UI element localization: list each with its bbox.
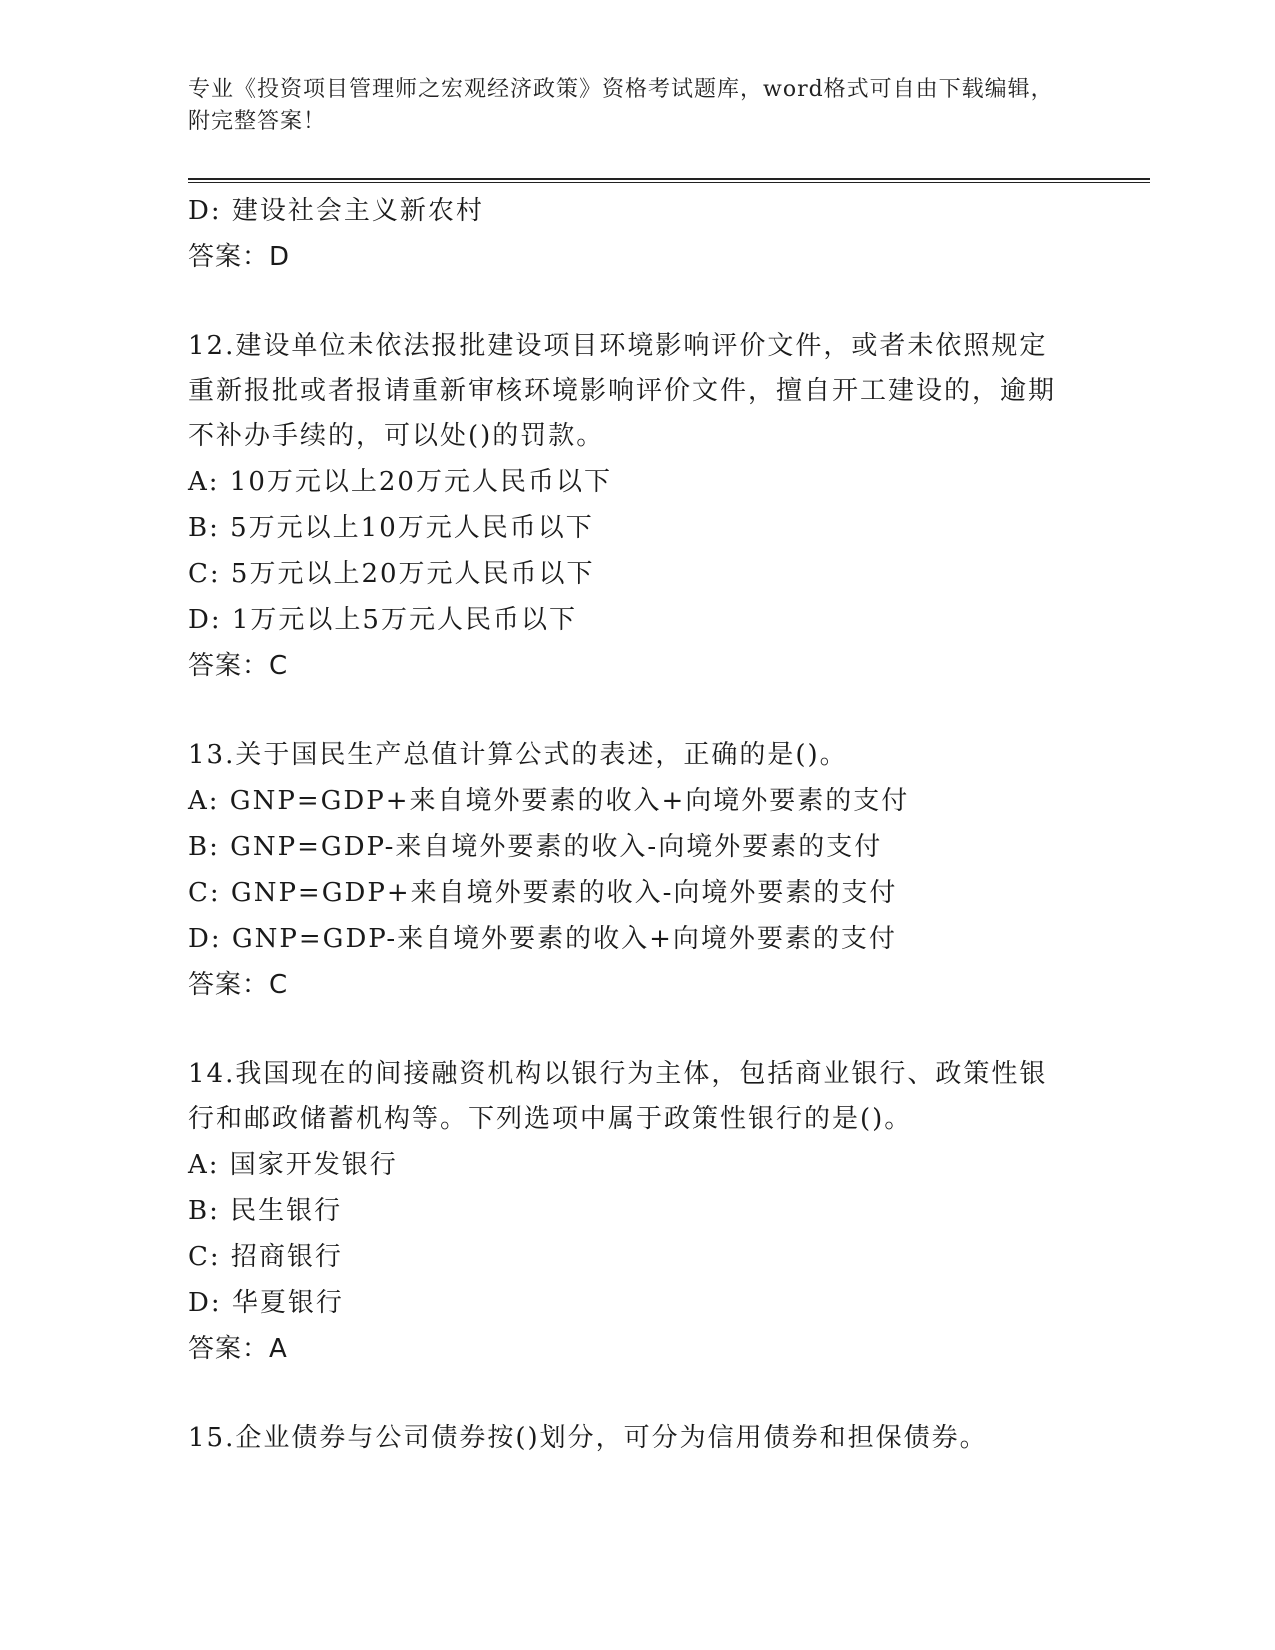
question-text: 14.我国现在的间接融资机构以银行为主体，包括商业银行、政策性银行和邮政储蓄机构等。下列选项中属于政策性银行的是()。 — [188, 1059, 1048, 1134]
option-b: B: GNP=GDP-来自境外要素的收入-向境外要素的支付 — [188, 832, 883, 862]
header-divider — [188, 178, 1150, 183]
option-d: D: GNP=GDP-来自境外要素的收入+向境外要素的支付 — [188, 924, 897, 954]
option-d: D: 华夏银行 — [188, 1288, 344, 1318]
answer: 答案：A — [188, 1334, 288, 1364]
option-b: B: 民生银行 — [188, 1196, 343, 1226]
answer: 答案：C — [188, 970, 289, 1000]
option-a: A: GNP=GDP+来自境外要素的收入+向境外要素的支付 — [188, 786, 910, 816]
option-d: D: 1万元以上5万元人民币以下 — [188, 605, 577, 635]
spacer — [188, 689, 1088, 733]
answer: 答案：C — [188, 651, 289, 681]
option-c: C: GNP=GDP+来自境外要素的收入-向境外要素的支付 — [188, 878, 898, 908]
spacer — [188, 280, 1088, 324]
question-14 — [188, 1052, 1088, 1372]
prev-option-d: D: 建设社会主义新农村 — [188, 196, 484, 226]
question-13 — [188, 733, 1088, 1008]
question-text: 13.关于国民生产总值计算公式的表述，正确的是()。 — [188, 740, 848, 770]
spacer — [188, 1008, 1088, 1052]
question-12 — [188, 324, 1088, 689]
document-body — [188, 188, 1088, 1461]
option-c: C: 5万元以上20万元人民币以下 — [188, 559, 595, 589]
option-a: A: 10万元以上20万元人民币以下 — [188, 467, 612, 497]
option-a: A: 国家开发银行 — [188, 1150, 398, 1180]
spacer — [188, 1372, 1088, 1416]
document-header: 专业《投资项目管理师之宏观经济政策》资格考试题库，word格式可自由下载编辑，附完整答案！ — [188, 77, 1054, 134]
question-text: 12.建设单位未依法报批建设项目环境影响评价文件，或者未依照规定重新报批或者报请重新审核环境影响评价文件，擅自开工建设的，逾期不补办手续的，可以处()的罚款。 — [188, 331, 1057, 451]
question-text: 15.企业债券与公司债券按()划分，可分为信用债券和担保债券。 — [188, 1423, 988, 1453]
prev-answer: 答案：D — [188, 242, 291, 272]
option-b: B: 5万元以上10万元人民币以下 — [188, 513, 594, 543]
option-c: C: 招商银行 — [188, 1242, 343, 1272]
question-15 — [188, 1416, 1088, 1461]
